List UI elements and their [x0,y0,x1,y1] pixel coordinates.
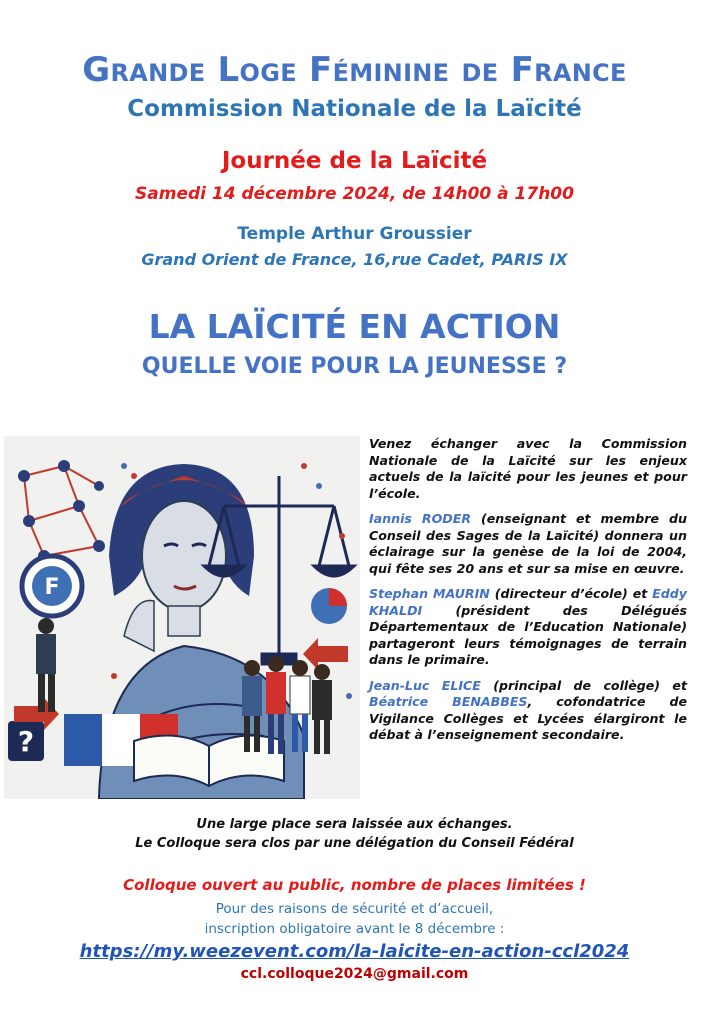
commission-title: Commission Nationale de la Laïcité [127,96,582,122]
event-date: Samedi 14 décembre 2024, de 14h00 à 17h00 [135,184,574,204]
svg-text:?: ? [17,725,35,758]
speaker-paragraph-3: Jean-Luc ELICE (principal de collège) et Béatrice BENABBES, cofondatrice de Vigilance Collèges et Lycées élargiront le débat à l’enseignement secondaire. [369,677,687,742]
registration-note: inscription obligatoire avant le 8 décembre : [204,921,505,937]
speaker-name: Iannis RODER [369,511,472,526]
event-title: Journée de la Laïcité [221,148,488,174]
contact-email[interactable]: ccl.colloque2024@gmail.com [240,966,469,982]
public-notice: Colloque ouvert au public, nombre de places limitées ! [123,876,586,894]
main-title: LA LAÏCITÉ EN ACTION [148,307,561,346]
note-line-1: Une large place sera laissée aux échanges. [196,817,513,832]
notes [0,815,709,853]
speaker-name: Eddy KHALDI [369,586,688,618]
marianne-illustration [4,436,360,799]
emblem-letter: F [44,575,60,600]
speaker-paragraph-1: Iannis RODER (enseignant et membre du Conseil des Sages de la Laïcité) donnera un éclairage sur la genèse de la loi de 2004, qui fête ses 20 ans et sur sa mise en œuvre. [369,511,687,576]
intro-paragraph: Venez échanger avec la Commission Nationale de la Laïcité sur les enjeux actuels de la laïcité pour les jeunes et pour l’école. [369,436,687,501]
registration-link[interactable]: https://my.weezevent.com/la-laicite-en-action-ccl2024 [79,941,630,962]
security-note: Pour des raisons de sécurité et d’accueil, [215,901,494,917]
speaker-name: Jean-Luc ELICE [369,677,481,693]
speaker-paragraph-2: Stephan MAURIN (directeur d’école) et Eddy KHALDI (président des Délégués Départementaux de l’Education Nationale) partageront leurs témoignages de terrain dans le primaire. [369,586,688,667]
venue-address: Grand Orient de France, 16,rue Cadet, PARIS IX [141,250,568,269]
organization-title: Grande Loge Féminine de France [82,50,627,90]
f-emblem-icon [22,556,82,616]
note-line-2: Le Colloque sera clos par une délégation du Conseil Fédéral [135,836,574,851]
sub-title: QUELLE VOIE POUR LA JEUNESSE ? [141,354,568,379]
speaker-name: Stephan MAURIN [369,586,490,601]
question-icon [8,721,44,761]
speaker-name: Béatrice BENABBES [369,694,528,709]
event-description [369,436,687,753]
venue-name: Temple Arthur Groussier [237,224,472,244]
